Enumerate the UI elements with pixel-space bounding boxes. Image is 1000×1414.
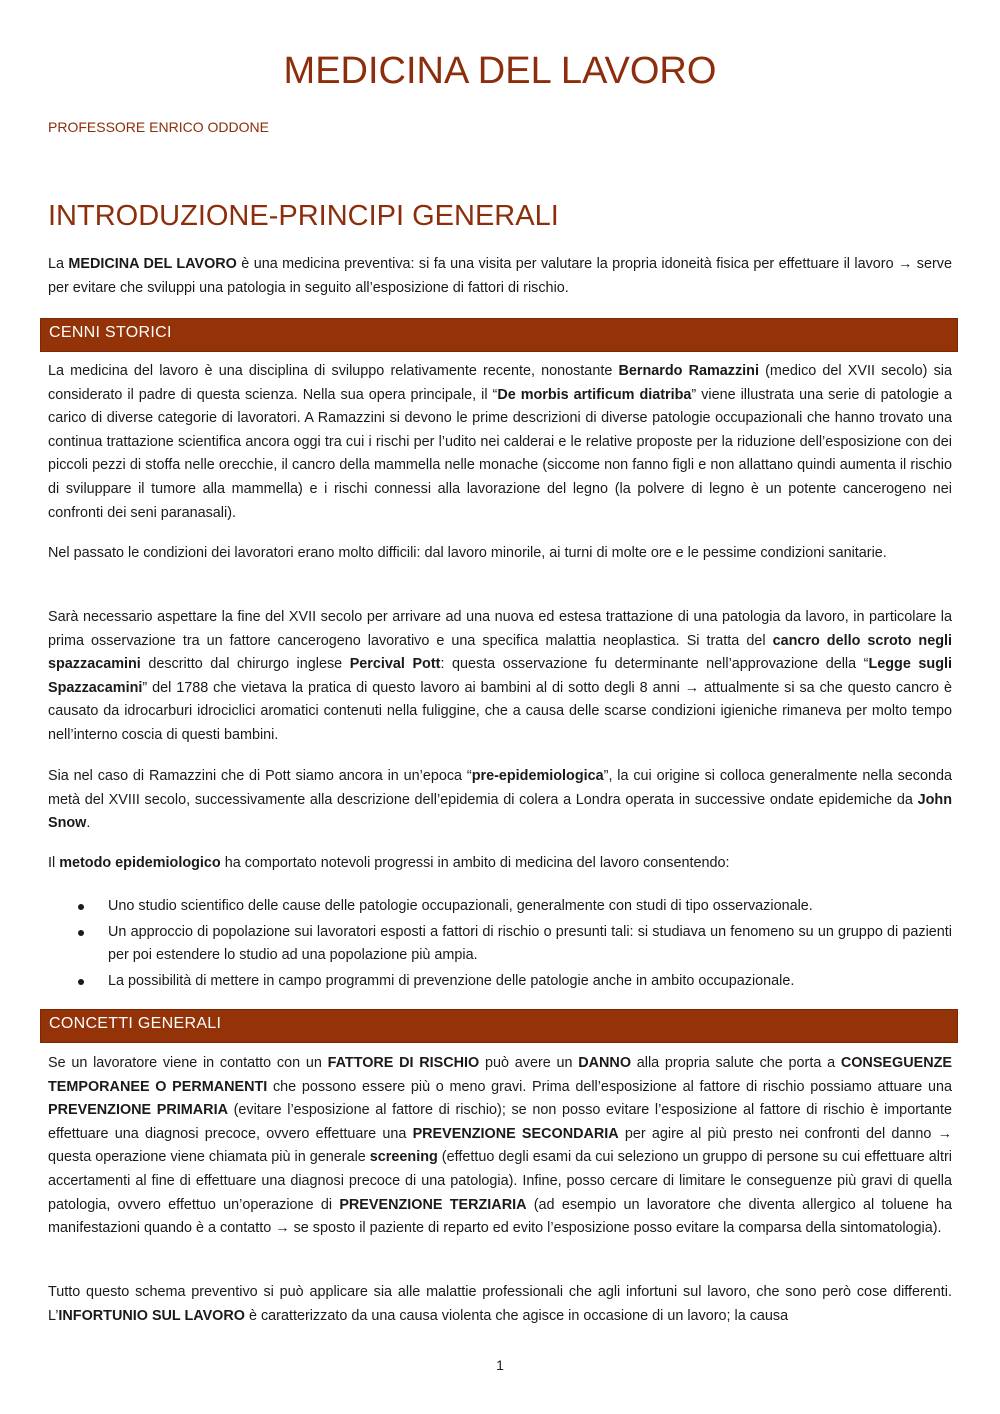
cenni-paragraph-5: [48, 852, 952, 876]
text-run: descritto dal chirurgo inglese: [140, 656, 350, 673]
text-run: è caratterizzato da una causa violenta che agisce in occasione di un lavoro; la causa: [244, 1307, 789, 1324]
text-run: Sarà necessario aspettare la fine del XVII secolo per arrivare ad una nuova ed estesa trattazione di una patologia da lavoro, in particolare la prima osservazione tra un fattore cancerogeno lavorativo e una specifica malattia neoplastica. Si tratta del: [48, 609, 952, 649]
bold-term: CONSEGUENZE TEMPORANEE O PERMANENTI: [48, 1055, 952, 1095]
bold-term: pre-epidemiologica: [471, 768, 604, 784]
bold-term: PREVENZIONE SECONDARIA: [412, 1125, 619, 1142]
text-run: ”, la cui origine si colloca generalmente nella seconda metà del XVIII secolo, successivamente alla descrizione dell’epidemia di colera a Londra operata in successive ondate epidemiche da: [48, 768, 952, 808]
text-run: è una medicina preventiva: si fa una visita per valutare la propria idoneità fisica per effettuare il lavoro → serve per evitare che sviluppi una patologia in seguito all’esposizione di fattori di rischio.: [48, 256, 952, 296]
text-run: per agire al più presto nei confronti del danno → questa operazione viene chiamata più in generale: [48, 1125, 952, 1166]
section-banner-cenni-storici: [40, 318, 958, 352]
bold-term: PREVENZIONE TERZIARIA: [339, 1196, 527, 1213]
list-item: Uno studio scientifico delle cause delle patologie occupazionali, generalmente con studi di tipo osservazionale.: [48, 895, 952, 919]
list-item: La possibilità di mettere in campo programmi di prevenzione delle patologie anche in ambito occupazionale.: [48, 970, 952, 994]
document-title: MEDICINA DEL LAVORO: [283, 50, 717, 92]
bold-term: DANNO: [578, 1055, 632, 1071]
section-banner-concetti-generali: [40, 1009, 958, 1043]
bold-term: MEDICINA DEL LAVORO: [68, 256, 237, 272]
text-run: (medico del XVII secolo) sia considerato il padre di questa scienza. Nella sua opera principale, il “: [48, 363, 953, 403]
cenni-paragraph-4: [48, 765, 952, 836]
bold-term: INFORTUNIO SUL LAVORO: [58, 1307, 245, 1324]
text-run: Nel passato le condizioni dei lavoratori erano molto difficili: dal lavoro minorile, ai turni di molte ore e le pessime condizioni sanitarie.: [48, 545, 887, 561]
cenni-paragraph-1: [48, 360, 952, 525]
page-number: 1: [496, 1357, 504, 1373]
bold-term: cancro dello scroto negli spazzacamini: [48, 632, 952, 673]
text-run: Sia nel caso di Ramazzini che di Pott siamo ancora in un’epoca “: [48, 768, 472, 784]
section-heading-intro: INTRODUZIONE-PRINCIPI GENERALI: [48, 200, 559, 232]
text-run: Il: [48, 855, 60, 871]
bold-term: De morbis artificum diatriba: [497, 386, 692, 403]
text-run: alla propria salute che porta a: [631, 1055, 841, 1071]
text-run: che possono essere più o meno gravi. Prima dell’esposizione al fattore di rischio possiamo attuare una: [267, 1078, 953, 1095]
bold-term: PREVENZIONE PRIMARIA: [48, 1102, 228, 1119]
bold-term: metodo epidemiologico: [59, 855, 221, 871]
intro-paragraph: [48, 253, 952, 300]
bullet-icon: [78, 930, 84, 936]
text-run: ” del 1788 che vietava la pratica di questo lavoro ai bambini al di sotto degli 8 anni → attualmente si sa che questo cancro è causato da idrocarburi idrociclici aromatici contenuti nella fuliggine, che a causa delle scarse condizioni igieniche rimaneva per molto tempo nell’interno coscia di questi bambini.: [48, 679, 952, 743]
text-run: Tutto questo schema preventivo si può applicare sia alle malattie professionali che agli infortuni sul lavoro, che sono però cose differenti. L’: [48, 1284, 952, 1324]
text-run: (ad esempio un lavoratore che diventa allergico al toluene ha manifestazioni quando è a contatto → se sposto il paziente di reparto ed evito l’esposizione posso evitare la comparsa della sintomatologia).: [48, 1196, 952, 1237]
cenni-paragraph-3: [48, 606, 952, 748]
text-run: può avere un: [479, 1055, 579, 1071]
concetti-paragraph-2: [48, 1281, 952, 1328]
banner-label: CENNI STORICI: [49, 324, 172, 341]
text-run: (evitare l’esposizione al fattore di rischio); se non posso evitare l’esposizione al fattore di rischio è importante effettuare una diagnosi precoce, ovvero effettuare una: [48, 1102, 952, 1142]
text-run: Se un lavoratore viene in contatto con un: [48, 1055, 328, 1071]
cenni-paragraph-2: [48, 542, 952, 566]
bold-term: Bernardo Ramazzini: [618, 363, 759, 379]
text-run: (effettuo degli esami da cui seleziono un gruppo di persone su cui effettuare altri accertamenti al fine di effettuare una diagnosi precoce di una patologia). Infine, posso cercare di limitare le conseguenze più gravi di quella patologia, ovvero effettuo un’operazione di: [48, 1149, 952, 1213]
banner-label: CONCETTI GENERALI: [49, 1015, 222, 1032]
text-run: .: [86, 815, 91, 832]
bold-term: FATTORE DI RISCHIO: [327, 1055, 480, 1071]
bullet-icon: [78, 904, 84, 910]
text-run: ” viene illustrata una serie di patologie a carico di diverse categorie di lavoratori. A Ramazzini si devono le prime descrizioni di diverse patologie occupazionali che hanno trovato una continua trattazione scientifica ancora oggi tra cui i rischi per l’udito nei calderai e le relative proposte per la riduzione dell’esposizione con dei piccoli pezzi di stoffa nelle orecchie, il cancro della mammella nelle monache (siccome non fanno figli e non allattano quindi aumenta il rischio di sviluppare il tumore alla mammella) e i rischi connessi alla lavorazione del legno (la polvere di legno è un potente cancerogeno nei confronti dei seni paranasali).: [48, 386, 952, 521]
bullet-list: [48, 895, 952, 995]
text-run: La: [48, 256, 69, 272]
bold-term: screening: [369, 1149, 438, 1166]
list-item: Un approccio di popolazione sui lavoratori esposti a fattori di rischio o presunti tali: si studiava un fenomeno su un gruppo di pazienti per poi estendere lo studio ad una popolazione più ampia.: [48, 921, 952, 968]
text-run: : questa osservazione fu determinante nell’approvazione della “: [440, 656, 869, 673]
bold-term: Percival Pott: [349, 656, 441, 673]
text-run: ha comportato notevoli progressi in ambito di medicina del lavoro consentendo:: [220, 855, 730, 871]
bold-term: John Snow: [48, 791, 952, 832]
bold-term: Legge sugli Spazzacamini: [48, 656, 952, 696]
bullet-icon: [78, 979, 84, 985]
author-line: PROFESSORE ENRICO ODDONE: [48, 119, 269, 135]
concetti-paragraph-1: [48, 1052, 952, 1241]
text-run: La medicina del lavoro è una disciplina di sviluppo relativamente recente, nonostante: [48, 363, 619, 379]
